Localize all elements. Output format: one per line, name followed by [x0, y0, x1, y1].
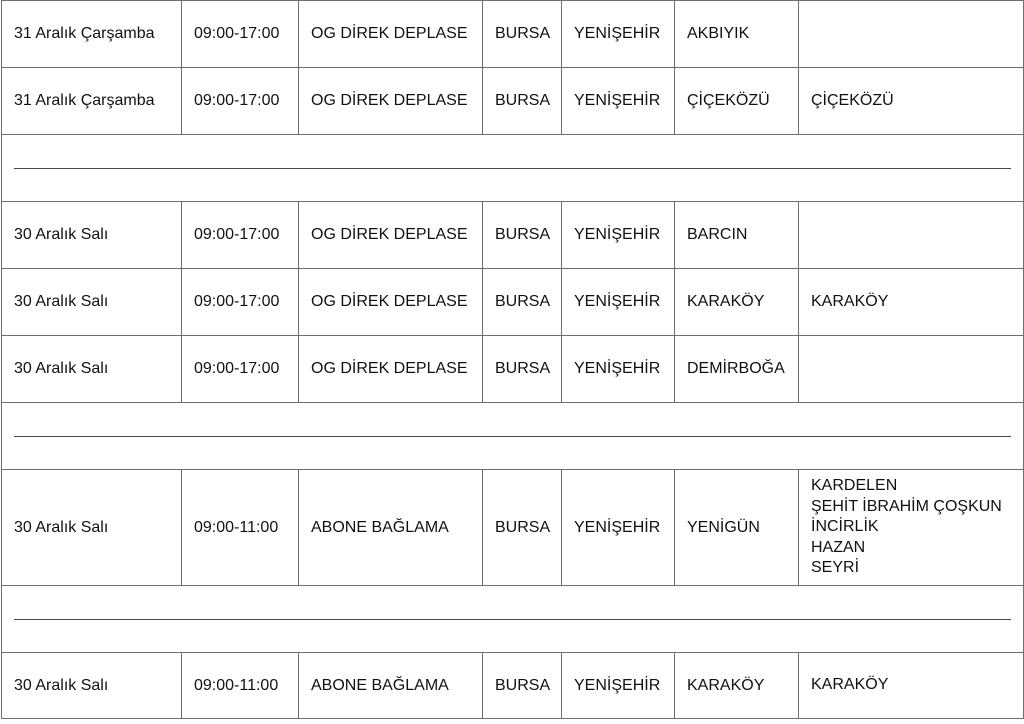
locality-item: ŞEHİT İBRAHİM ÇOŞKUN [811, 497, 1002, 515]
schedule-body [2, 1, 1024, 719]
work-type-cell: OG DİREK DEPLASE [299, 68, 483, 135]
time-cell: 09:00-17:00 [182, 269, 299, 336]
date-cell: 30 Aralık Salı [2, 269, 182, 336]
time-cell: 09:00-17:00 [182, 202, 299, 269]
date-cell: 31 Aralık Çarşamba [2, 1, 182, 68]
neighborhood-cell: AKBIYIK [675, 1, 799, 68]
time-cell: 09:00-17:00 [182, 1, 299, 68]
separator-row [2, 586, 1024, 653]
locality-item: HAZAN [811, 538, 866, 556]
neighborhood-cell: DEMİRBOĞA [675, 336, 799, 403]
neighborhood-cell: ÇİÇEKÖZÜ [675, 68, 799, 135]
date-cell: 30 Aralık Salı [2, 202, 182, 269]
separator-cell [2, 135, 1024, 202]
neighborhood-cell: KARAKÖY [675, 269, 799, 336]
time-cell: 09:00-11:00 [182, 653, 299, 719]
locality-item: KARAKÖY [811, 292, 889, 310]
district-cell: YENİŞEHİR [562, 470, 675, 586]
separator-row [2, 403, 1024, 470]
neighborhood-cell: BARCIN [675, 202, 799, 269]
district-cell: YENİŞEHİR [562, 202, 675, 269]
city-cell: BURSA [483, 336, 562, 403]
time-cell: 09:00-17:00 [182, 68, 299, 135]
district-cell: YENİŞEHİR [562, 68, 675, 135]
district-cell: YENİŞEHİR [562, 269, 675, 336]
outage-schedule-table [1, 0, 1024, 719]
localities-cell [799, 1, 1024, 68]
locality-item: SEYRİ [811, 559, 860, 577]
city-cell: BURSA [483, 68, 562, 135]
time-cell: 09:00-11:00 [182, 470, 299, 586]
date-cell: 30 Aralık Salı [2, 470, 182, 586]
divider [14, 619, 1011, 620]
city-cell: BURSA [483, 470, 562, 586]
table-row [2, 269, 1024, 336]
work-type-cell: ABONE BAĞLAMA [299, 653, 483, 719]
district-cell: YENİŞEHİR [562, 653, 675, 719]
work-type-cell: ABONE BAĞLAMA [299, 470, 483, 586]
localities-cell [799, 202, 1024, 269]
city-cell: BURSA [483, 1, 562, 68]
localities-cell [799, 68, 1024, 135]
time-cell: 09:00-17:00 [182, 336, 299, 403]
separator-row [2, 135, 1024, 202]
city-cell: BURSA [483, 202, 562, 269]
divider [14, 168, 1011, 169]
date-cell: 30 Aralık Salı [2, 653, 182, 719]
locality-item: KARDELEN [811, 477, 898, 495]
localities-cell [799, 269, 1024, 336]
table-row [2, 202, 1024, 269]
locality-item: ÇİÇEKÖZÜ [811, 91, 894, 109]
localities-cell [799, 470, 1024, 586]
neighborhood-cell: YENİGÜN [675, 470, 799, 586]
city-cell: BURSA [483, 269, 562, 336]
work-type-cell: OG DİREK DEPLASE [299, 269, 483, 336]
work-type-cell: OG DİREK DEPLASE [299, 1, 483, 68]
work-type-cell: OG DİREK DEPLASE [299, 336, 483, 403]
separator-cell [2, 403, 1024, 470]
city-cell: BURSA [483, 653, 562, 719]
table-row [2, 470, 1024, 586]
district-cell: YENİŞEHİR [562, 1, 675, 68]
work-type-cell: OG DİREK DEPLASE [299, 202, 483, 269]
table-row [2, 1, 1024, 68]
table-row [2, 653, 1024, 719]
district-cell: YENİŞEHİR [562, 336, 675, 403]
separator-cell [2, 586, 1024, 653]
localities-cell [799, 336, 1024, 403]
table-row [2, 336, 1024, 403]
locality-item: İNCİRLİK [811, 518, 879, 536]
divider [14, 436, 1011, 437]
localities-cell [799, 653, 1024, 719]
locality-item: KARAKÖY [811, 676, 889, 694]
table-row [2, 68, 1024, 135]
date-cell: 31 Aralık Çarşamba [2, 68, 182, 135]
neighborhood-cell: KARAKÖY [675, 653, 799, 719]
date-cell: 30 Aralık Salı [2, 336, 182, 403]
